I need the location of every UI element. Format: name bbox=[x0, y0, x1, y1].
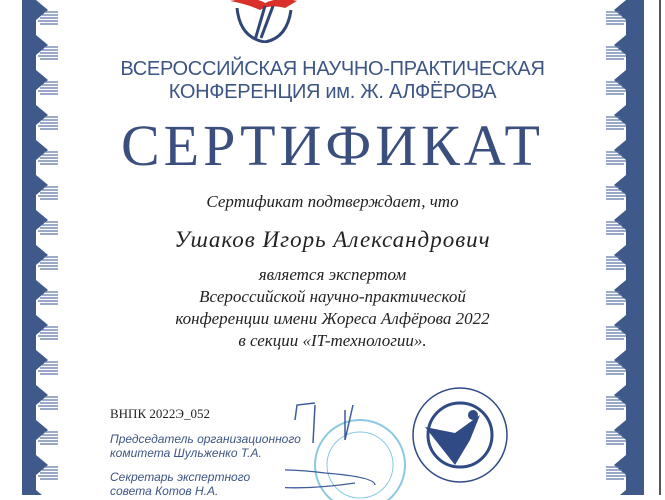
stamps-and-signatures bbox=[285, 385, 585, 500]
secretary-title: Секретарь экспертного bbox=[110, 470, 251, 484]
event-line2: конференции имени Жореса Алфёрова 2022 bbox=[175, 309, 490, 328]
recipient-name: Ушаков Игорь Александрович bbox=[174, 227, 491, 252]
chair-name: комитета Шульженко Т.А. bbox=[110, 446, 262, 460]
organization-name-line1: ВСЕРОССИЙСКАЯ НАУЧНО-ПРАКТИЧЕСКАЯ bbox=[120, 58, 545, 80]
conference-logo bbox=[225, 0, 300, 43]
secretary-name: совета Котов Н.А. bbox=[110, 484, 219, 498]
event-line1: Всероссийской научно-практической bbox=[199, 287, 466, 306]
secretary-signature-label bbox=[110, 470, 250, 498]
chair-signature-label bbox=[110, 432, 301, 460]
certificate-number: ВНПК 2022Э_052 bbox=[110, 406, 210, 421]
section-text: в секции «IT-технологии». bbox=[238, 331, 427, 350]
certificate-title: СЕРТИФИКАТ bbox=[120, 113, 544, 178]
organization-name-line2: КОНФЕРЕНЦИЯ им. Ж. АЛФЁРОВА bbox=[168, 81, 497, 103]
chair-title: Председатель организационного bbox=[110, 432, 301, 446]
role-text: является экспертом bbox=[258, 265, 407, 284]
intro-text: Сертификат подтверждает, что bbox=[206, 192, 459, 211]
